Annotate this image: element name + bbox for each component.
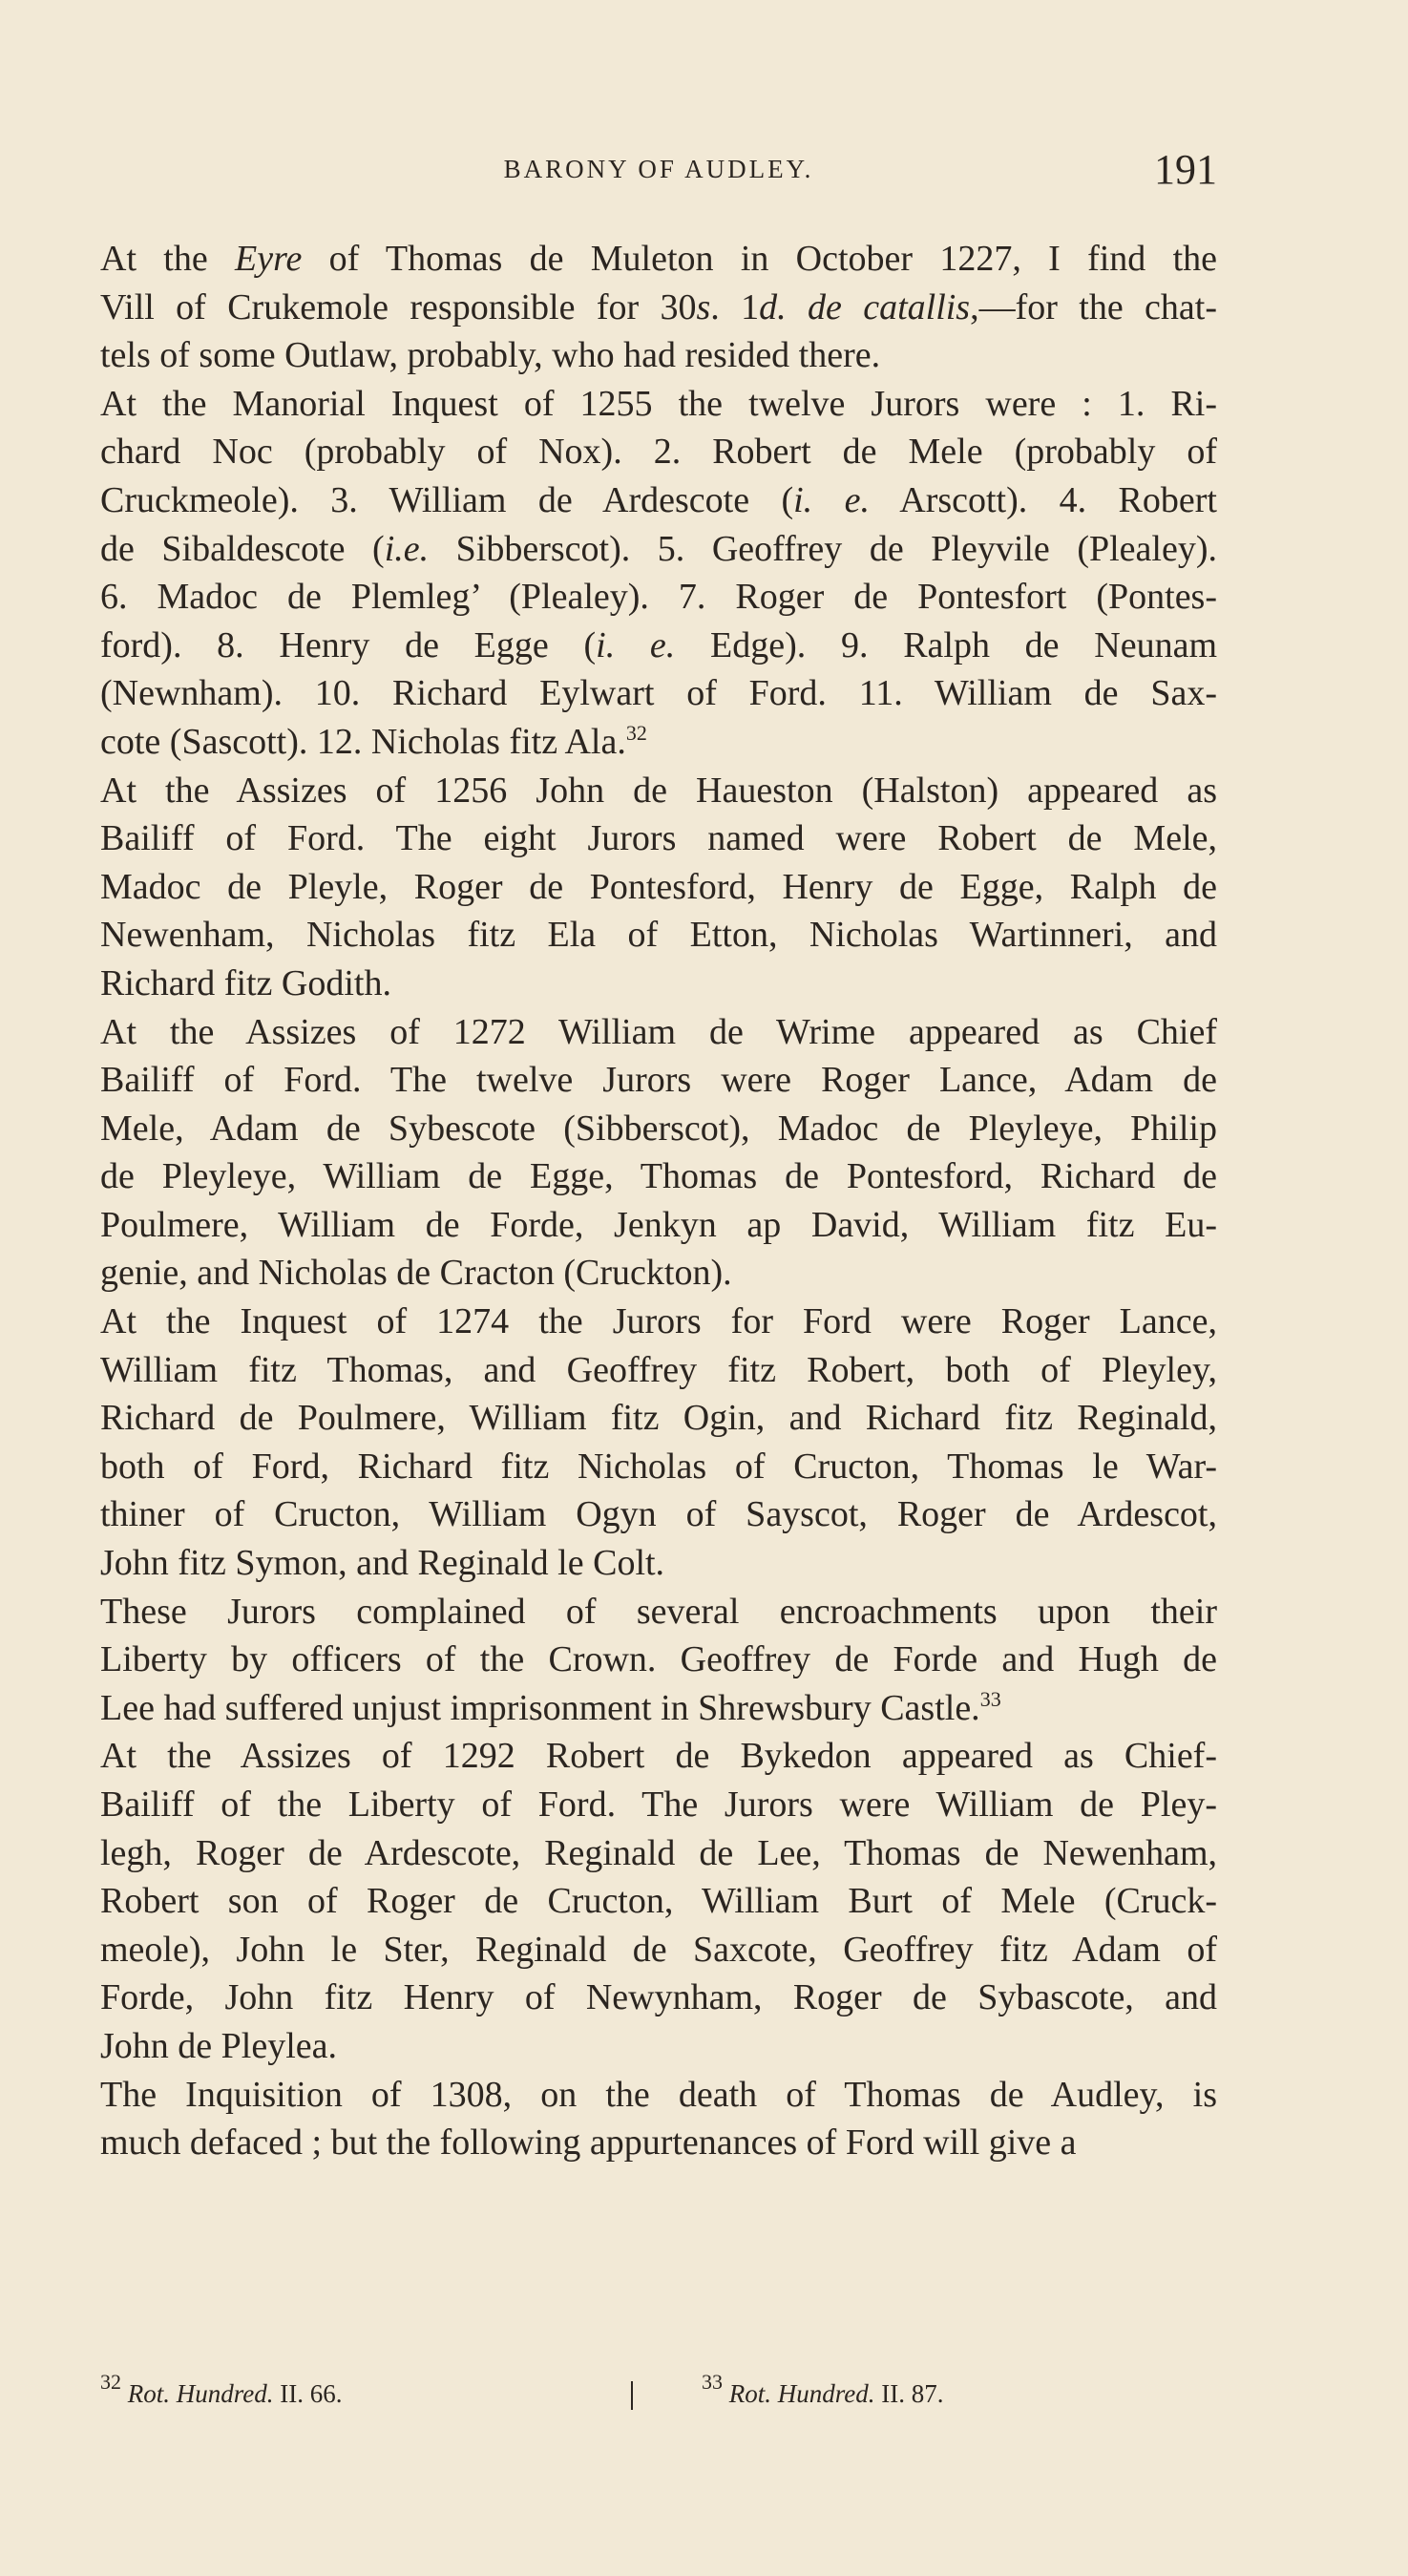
text-line: Vill of Crukemole responsible for 30s. 1d. de catallis,—for the chat- [100,286,1217,327]
text-line: meole), John le Ster, Reginald de Saxcote, Geoffrey fitz Adam of [100,1929,1217,1970]
text-line: both of Ford, Richard fitz Nicholas of Cructon, Thomas le War- [100,1446,1217,1487]
paragraph [100,1298,1217,1588]
text-line: Newenham, Nicholas fitz Ela of Etton, Nicholas Wartinneri, and [100,915,1217,956]
footnote-32: $^{32}$ Rot. Hundred. II. 66. [100,2370,343,2408]
body-text [100,235,1217,2167]
text-line: genie, and Nicholas de Cracton (Cruckton). [100,1253,732,1294]
paragraph [100,1588,1217,1733]
paragraph [100,1732,1217,2070]
text-line: 6. Madoc de Plemleg’ (Plealey). 7. Roger de Pontesfort (Pontes- [100,577,1217,618]
text-line: Forde, John fitz Henry of Newynham, Roger de Sybascote, and [100,1977,1217,2018]
text-line: Richard de Poulmere, William fitz Ogin, and Richard fitz Reginald, [100,1398,1217,1439]
text-line: These Jurors complained of several encroachments upon their [100,1591,1217,1632]
text-line: (Newnham). 10. Richard Eylwart of Ford. 11. William de Sax- [100,673,1217,714]
text-line: John de Pleylea. [100,2025,338,2066]
text-line: At the Assizes of 1292 Robert de Bykedon appeared as Chief- [100,1736,1217,1777]
text-line: Lee had suffered unjust imprisonment in Shrewsbury Castle.$^{33}$ [100,1686,1001,1728]
page-number: 191 [1154,146,1217,193]
text-line: At the Eyre of Thomas de Muleton in October 1227, I find the [100,239,1217,279]
text-line: de Sibaldescote (i.e. Sibberscot). 5. Geoffrey de Pleyvile (Plealey). [100,528,1217,569]
footnote-33: $^{33}$ Rot. Hundred. II. 87. [702,2370,944,2408]
text-line: tels of some Outlaw, probably, who had resided there. [100,335,881,376]
text-line: thiner of Cructon, William Ogyn of Sayscot, Roger de Ardescot, [100,1494,1217,1535]
text-line: William fitz Thomas, and Geoffrey fitz Robert, both of Pleyley, [100,1349,1217,1390]
text-line: de Pleyleye, William de Egge, Thomas de Pontesford, Richard de [100,1156,1217,1197]
text-line: Cruckmeole). 3. William de Ardescote (i. e. Arscott). 4. Robert [100,479,1217,520]
text-line: much defaced ; but the following appurtenances of Ford will give a [100,2122,1077,2164]
text-line: John fitz Symon, and Reginald le Colt. [100,1543,665,1584]
text-line: The Inquisition of 1308, on the death of Thomas de Audley, is [100,2074,1217,2115]
text-line: Richard fitz Godith. [100,962,391,1003]
text-line: legh, Roger de Ardescote, Reginald de Lee, Thomas de Newenham, [100,1832,1217,1873]
text-line: Madoc de Pleyle, Roger de Pontesford, Henry de Egge, Ralph de [100,866,1217,907]
text-line: At the Assizes of 1256 John de Haueston (Halston) appeared as [100,770,1217,811]
paragraph [100,1008,1217,1299]
text-line: ford). 8. Henry de Egge (i. e. Edge). 9. Ralph de Neunam [100,624,1217,665]
text-line: Bailiff of the Liberty of Ford. The Jurors were William de Pley- [100,1784,1217,1825]
text-line: At the Inquest of 1274 the Jurors for Ford were Roger Lance, [100,1301,1217,1342]
paragraph [100,767,1217,1008]
text-line: Poulmere, William de Forde, Jenkyn ap David, William fitz Eu- [100,1204,1217,1245]
text-line: cote (Sascott). 12. Nicholas fitz Ala.$^{32}$ [100,720,647,762]
paragraph [100,380,1217,767]
text-line: chard Noc (probably of Nox). 2. Robert de Mele (probably of [100,432,1217,473]
text-line: Liberty by officers of the Crown. Geoffrey de Forde and Hugh de [100,1639,1217,1680]
text-line: Bailiff of Ford. The eight Jurors named were Robert de Mele, [100,818,1217,859]
text-line: Robert son of Roger de Cructon, William Burt of Mele (Cruck- [100,1881,1217,1922]
footnotes [100,2370,1217,2418]
paragraph [100,2071,1217,2167]
text-line: At the Assizes of 1272 William de Wrime appeared as Chief [100,1011,1217,1052]
footnote-separator [631,2381,633,2410]
text-line: Mele, Adam de Sybescote (Sibberscot), Madoc de Pleyleye, Philip [100,1108,1217,1149]
running-title: BARONY OF AUDLEY. [503,155,814,183]
text-line: Bailiff of Ford. The twelve Jurors were Roger Lance, Adam de [100,1060,1217,1101]
text-line: At the Manorial Inquest of 1255 the twelve Jurors were : 1. Ri- [100,383,1217,424]
paragraph [100,235,1217,380]
running-header [100,145,1217,199]
